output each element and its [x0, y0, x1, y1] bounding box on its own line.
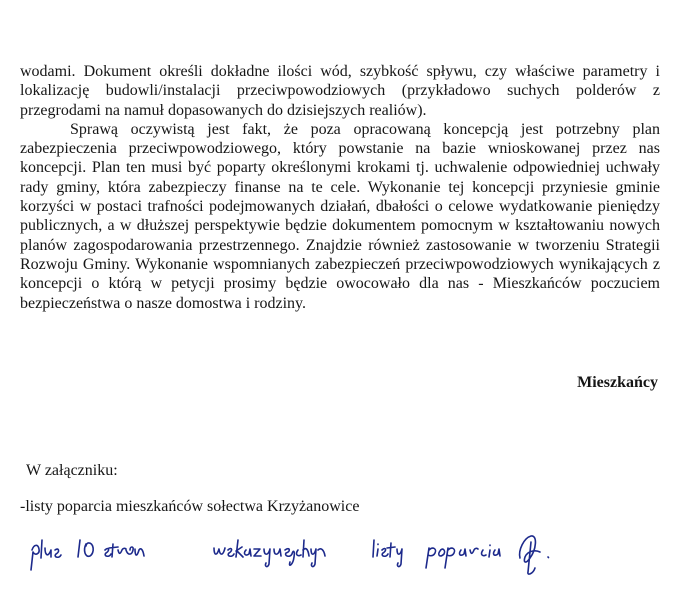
- handwritten-note: [28, 530, 658, 576]
- paragraph-main: Sprawą oczywistą jest fakt, że poza opracowaną koncepcją jest potrzebny plan zabezpieczenia przeciwpowodziowego, który powstanie na bazie wnioskowanej przez nas koncepcji. Plan ten musi być poparty określonymi krokami tj. uchwalenie odpowiedniej uchwały rady gminy, która zabezpieczy finanse na te cele. Wykonanie tej koncepcji przyniesie gminie korzyści w postaci trafności podejmowanych działań, dbałości o celowe wydatkowanie pieniędzy publicznych, a w dłuższej perspektywie będzie dokumentem pomocnym w kształtowaniu nowych planów zagospodarowania przestrzennego. Znajdzie również zastosowanie w tworzeniu Strategii Rozwoju Gminy. Wykonanie wspomnianych zabezpieczeń przeciwpowodziowych wynikających z koncepcji o którą w petycji prosimy będzie owocowało dla nas - Mieszkańców poczuciem bezpieczeństwa o nasze domostwa i rodziny.: [20, 120, 660, 312]
- attachments-title: W załączniku:: [26, 462, 118, 479]
- paragraph-continuation: wodami. Dokument określi dokładne ilości wód, szybkość spływu, czy właściwe parametry i lokalizację budowli/instalacji przeciwpowodziowych (przykładowo suchych polderów z przegrodami na namuł dopasowanych do dzisiejszych realiów).: [20, 63, 660, 119]
- handwriting-scribble: [28, 530, 658, 576]
- attachment-item: -listy poparcia mieszkańców sołectwa Krzyżanowice: [20, 498, 360, 515]
- signature: Mieszkańcy: [577, 374, 658, 391]
- letter-body: [20, 62, 660, 313]
